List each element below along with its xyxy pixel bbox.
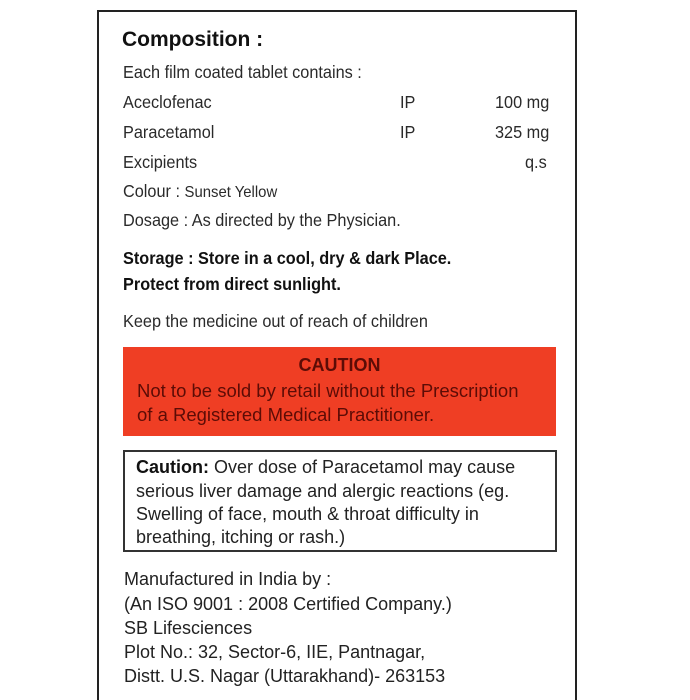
manufacturer-line-1: Manufactured in India by : bbox=[124, 569, 332, 589]
ingredient-standard: IP bbox=[400, 122, 416, 142]
warning-line-1-text: Over dose of Paracetamol may cause bbox=[208, 457, 516, 477]
ingredient-name: Aceclofenac bbox=[123, 92, 212, 112]
colour-label: Colour : bbox=[123, 181, 180, 201]
dosage-text: Dosage : As directed by the Physician. bbox=[123, 210, 401, 230]
manufacturer-address-2: Distt. U.S. Nagar (Uttarakhand)- 263153 bbox=[124, 666, 446, 686]
ingredient-name: Excipients bbox=[123, 152, 198, 172]
caution-line-2: of a Registered Medical Practitioner. bbox=[137, 404, 435, 425]
keep-away-text: Keep the medicine out of reach of children bbox=[123, 311, 428, 331]
storage-line-2: Protect from direct sunlight. bbox=[123, 274, 341, 294]
ingredient-standard: IP bbox=[400, 92, 416, 112]
colour-value: Sunset Yellow bbox=[184, 184, 278, 201]
ingredient-amount: q.s bbox=[525, 152, 547, 172]
warning-label: Caution: bbox=[136, 457, 209, 477]
storage-line-1: Storage : Store in a cool, dry & dark Place. bbox=[123, 248, 452, 268]
ingredient-amount: 325 mg bbox=[495, 122, 550, 142]
warning-box bbox=[123, 450, 557, 552]
ingredient-name: Paracetamol bbox=[123, 122, 215, 142]
composition-title: Composition : bbox=[122, 28, 264, 51]
warning-line-2: serious liver damage and alergic reactions (eg. bbox=[136, 481, 510, 501]
manufacturer-address-1: Plot No.: 32, Sector-6, IIE, Pantnagar, bbox=[124, 642, 426, 662]
composition-intro: Each film coated tablet contains : bbox=[123, 62, 362, 82]
warning-line-4: breathing, itching or rash.) bbox=[136, 527, 346, 547]
caution-title: CAUTION bbox=[298, 355, 381, 375]
warning-line-1 bbox=[136, 457, 515, 478]
warning-line-3: Swelling of face, mouth & throat difficulty in bbox=[136, 504, 479, 524]
caution-banner bbox=[123, 347, 556, 436]
caution-line-1: Not to be sold by retail without the Prescription bbox=[137, 380, 519, 401]
manufacturer-line-2: (An ISO 9001 : 2008 Certified Company.) bbox=[124, 594, 452, 614]
ingredient-amount: 100 mg bbox=[495, 92, 550, 112]
colour-row bbox=[123, 181, 277, 202]
manufacturer-name: SB Lifesciences bbox=[124, 618, 253, 638]
